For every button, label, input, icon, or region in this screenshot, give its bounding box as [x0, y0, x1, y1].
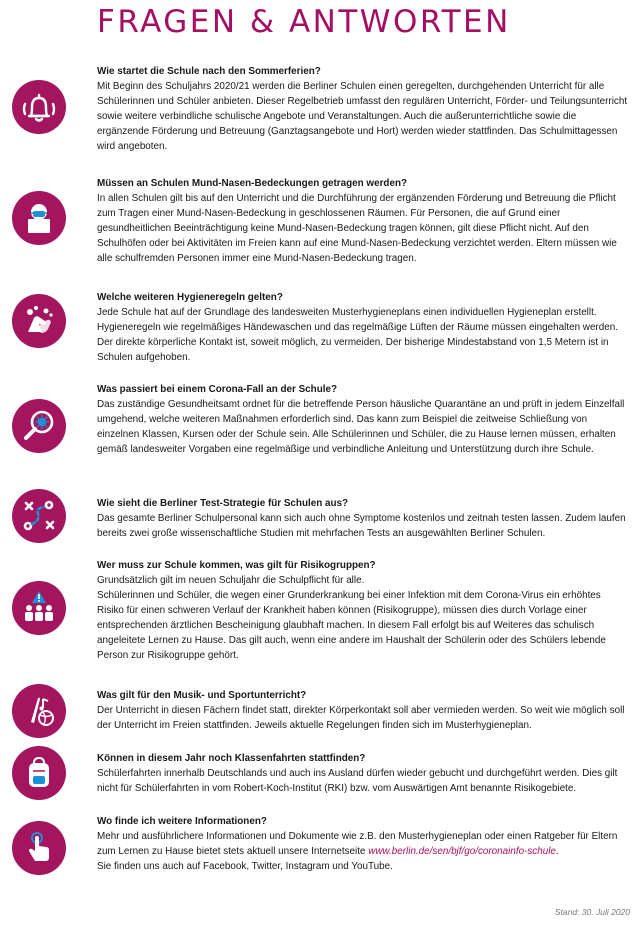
music-sport-icon [12, 684, 66, 738]
faq-answer: Das zuständige Gesundheitsamt ordnet für die betreffende Person häusliche Quarantäne an und prüft in jedem Einzelfall umgehend, welche weiteren Maßnahmen erforderlich sind. Das kann zum Beispiel die zeitweise Schließung von einzelnen Klassen, Kursen oder der Schule sein. Alle Schülerinnen und Schüler, die zu Hause lernen müssen, erhalten gemäß landesweiter Vorgaben eine regelmäßige und verbindliche Anleitung und Unterstützung durch ihre Schule. [97, 399, 625, 455]
hand-washing-icon [12, 294, 66, 348]
faq-question: Müssen an Schulen Mund-Nasen-Bedeckungen getragen werden? [97, 178, 408, 189]
faq-answer: Das gesamte Berliner Schulpersonal kann sich auch ohne Symptome kostenlos und zeitnah testen lassen. Zudem laufen bereits zwei große wissenschaftliche Studien mit mehrfachen Tests an ausgewählten Berliner Schulen. [97, 513, 626, 539]
risk-group-icon [12, 581, 66, 635]
faq-question: Wie startet die Schule nach den Sommerferien? [97, 66, 321, 77]
faq-question: Was passiert bei einem Corona-Fall an der Schule? [97, 384, 337, 395]
faq-answer-punctuation: . [555, 846, 559, 857]
faq-answer: Mit Beginn des Schuljahrs 2020/21 werden die Berliner Schulen einen geregelten, durchgehenden Unterricht für alle Schülerinnen und Schüler anbieten. Dieser Regelbetrieb umfasst den regulären Unterricht, Förder- und Teilungsunterricht sowie weitere verbindliche schulische Angebote und Veranstaltungen. Auch die außerunterrichtliche sowie die ergänzende Förderung und Betreuung (Ganztagsangebote und Hort) werden wieder stattfinden. Das Schulmittagessen wird angeboten. [97, 81, 628, 152]
face-mask-icon [12, 191, 66, 245]
strategy-plan-icon [12, 489, 66, 543]
faq-answer: In allen Schulen gilt bis auf den Unterricht und die Durchführung der ergänzenden Förderung und Betreuung die Pflicht zum Tragen einer Mund-Nasen-Bedeckung in geschlossenen Räumen. Für Personen, die auf Grund einer gesundheitlichen Beeinträchtigung keine Mund-Nasen-Bedeckung tragen können, gilt diese Pflicht nicht. Auf den Schulhöfen oder bei Aktivitäten im Freien kann auf eine Mund-Nasen-Bedeckung verzichtet werden. Eltern müssen wie alle schulfremden Personen immer eine Mund-Nasen-Bedeckung tragen. [97, 193, 617, 264]
faq-answer [97, 829, 629, 859]
faq-answer: Grundsätzlich gilt im neuen Schuljahr die Schulpflicht für alle. [97, 575, 365, 586]
website-link[interactable]: www.berlin.de/sen/bjf/go/coronainfo-schule [368, 846, 556, 857]
faq-answer-continued: Sie finden uns auch auf Facebook, Twitter, Instagram und YouTube. [97, 861, 393, 872]
pointing-finger-icon [12, 821, 66, 875]
faq-answer: Der Unterricht in diesen Fächern findet statt, direkter Körperkontakt soll aber vermieden werden. So weit wie möglich soll der Unterricht im Freien stattfinden. Jeweils aktuelle Regelungen finden sich im Musterhygieneplan. [97, 705, 625, 731]
faq-answer: Jede Schule hat auf der Grundlage des landesweiten Musterhygieneplans einen individuellen Hygieneplan erstellt. Hygieneregeln wie regelmäßiges Händewaschen und das regelmäßige Lüften der Räume müssen eingehalten werden. Der direkte körperliche Kontakt ist, soweit möglich, zu vermeiden. Der bisherige Mindestabstand von 1,5 Metern ist in Schulen aufgehoben. [97, 307, 618, 363]
faq-answer-continued: Schülerinnen und Schüler, die wegen einer Grunderkrankung bei einer Infektion mit dem Corona-Virus ein erhöhtes Risiko für einen schweren Verlauf der Krankheit haben können (Risikogruppe), müssen dies durch Vorlage einer entsprechenden ärztlichen Bescheinigung glaubhaft machen. In diesem Fall erfolgt bis auf Weiteres das schulisch angeleitete Lernen zu Hause. Das gilt auch, wenn eine andere im Haushalt der Schülerin oder des Schülers lebende Person zur Risikogruppe gehört. [97, 590, 606, 661]
school-bell-icon [12, 80, 66, 134]
faq-answer-text: Mehr und ausführlichere Informationen und Dokumente wie z.B. den Musterhygieneplan oder einen Ratgeber für Eltern zum Lernen zu Hause bietet stets aktuell unsere Internetseite [97, 831, 618, 857]
faq-question: Welche weiteren Hygieneregeln gelten? [97, 292, 283, 303]
date-stamp: Stand: 30. Juli 2020 [554, 907, 630, 917]
faq-answer: Schülerfahrten innerhalb Deutschlands und auch ins Ausland dürfen wieder gebucht und durchgeführt werden. Dies gilt nicht für Schülerfahrten in vom Robert-Koch-Institut (RKI) bzw. vom Auswärtigen Amt benannte Risikogebiete. [97, 768, 618, 794]
backpack-icon [12, 746, 66, 800]
faq-question: Wer muss zur Schule kommen, was gilt für Risikogruppen? [97, 560, 376, 571]
faq-question: Wie sieht die Berliner Test-Strategie für Schulen aus? [97, 498, 349, 509]
virus-magnifier-icon [12, 399, 66, 453]
faq-question: Was gilt für den Musik- und Sportunterricht? [97, 690, 307, 701]
faq-question: Wo finde ich weitere Informationen? [97, 816, 267, 827]
faq-question: Können in diesem Jahr noch Klassenfahrten stattfinden? [97, 753, 366, 764]
page-title: FRAGEN & ANTWORTEN [97, 4, 511, 40]
